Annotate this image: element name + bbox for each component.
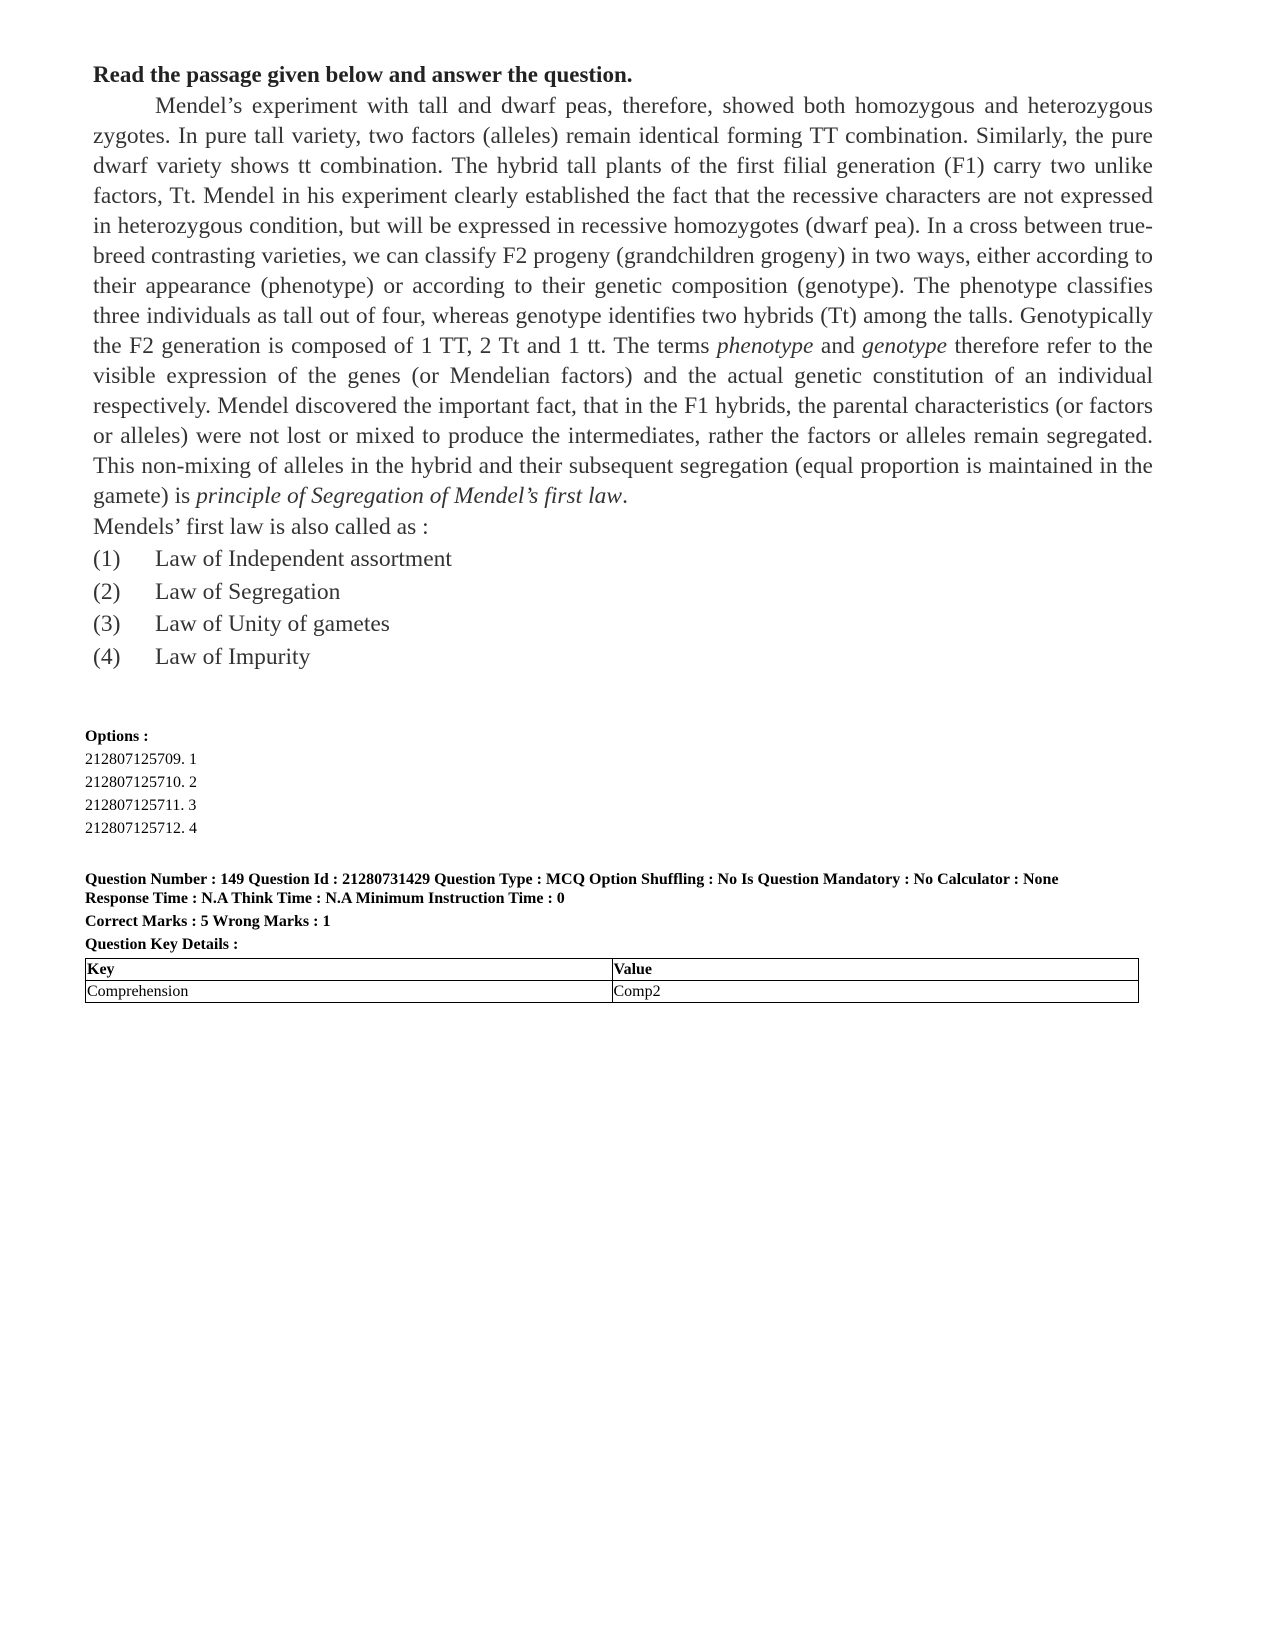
choice-text: Law of Independent assortment [155,546,452,572]
passage-text-part: therefore refer to the visible expression of the genes (or Mendelian factors) and the actual genetic constitution of an individual respectively. Mendel discovered the important fact, that in the F1 hybrids, the parental characteristics (or factors or alleles) were not lost or mixed to produce the intermediates, rather the factors or alleles remain segregated. This non-mixing of alleles in the hybrid and their subsequent segregation (equal proportion is maintained in the gamete) is [93,333,1153,509]
choice-text: Law of Unity of gametes [155,611,390,637]
options-label: Options : [85,728,149,745]
choice-number: (1) [93,546,121,572]
choice-item [93,641,1153,674]
choice-item [93,576,1153,609]
choice-number: (3) [93,611,121,637]
question-meta-line: Question Number : 149 Question Id : 21280731429 Question Type : MCQ Option Shuffling : No Is Question Mandatory : No Calculator : None [85,871,1059,888]
passage-text-part: Mendel’s experiment with tall and dwarf peas, therefore, showed both homozygous and heterozygous zygotes. In pure tall variety, two factors (alleles) remain identical forming TT combination. Similarly, the pure dwarf variety shows tt combination. The hybrid tall plants of the first filial generation (F1) carry two unlike factors, Tt. Mendel in his experiment clearly established the fact that the recessive characters are not expressed in heterozygous condition, but will be expressed in recessive homozygotes (dwarf pea). In a cross between true-breed contrasting varieties, we can classify F2 progeny (grandchildren grogeny) in two ways, either according to their appearance (phenotype) or according to their genetic composition (genotype). The phenotype classifies three individuals as tall out of four, whereas genotype identifies two hybrids (Tt) among the talls. Genotypically the F2 generation is composed of 1 TT, 2 Tt and 1 tt. The terms [93,93,1153,359]
passage-heading: Read the passage given below and answer the question. [93,62,633,87]
passage-text-part: . [622,483,628,509]
passage-body [93,91,1153,511]
choice-number: (2) [93,578,121,605]
table-header-value: Value [612,959,1139,981]
question-passage-image [93,60,1153,673]
passage-term-principle: principle of Segregation of Mendel’s first law [196,483,623,509]
table-cell-key: Comprehension [86,981,613,1003]
choice-item [93,608,1153,641]
question-stem: Mendels’ first law is also called as : [93,514,429,540]
option-id-row: 212807125712. 4 [85,820,197,837]
choice-item [93,543,1153,576]
question-marks-line: Correct Marks : 5 Wrong Marks : 1 [85,913,331,930]
option-id-row: 212807125710. 2 [85,774,197,791]
choice-text: Law of Segregation [155,578,341,605]
options-block [85,725,197,840]
question-timing-line: Response Time : N.A Think Time : N.A Minimum Instruction Time : 0 [85,890,565,907]
passage-term-genotype: genotype [862,333,948,359]
question-key-details-label: Question Key Details : [85,936,239,953]
question-key-table [85,958,1139,1003]
choice-list [93,543,1153,673]
option-id-row: 212807125709. 1 [85,751,197,768]
option-id-row: 212807125711. 3 [85,797,197,814]
table-cell-value: Comp2 [612,981,1139,1003]
passage-term-phenotype: phenotype [716,333,814,359]
passage-text-part: and [813,333,863,359]
choice-text: Law of Impurity [155,643,311,670]
choice-number: (4) [93,643,121,670]
table-row [86,981,1139,1003]
question-info [85,870,1185,954]
table-header-row [86,959,1139,981]
table-header-key: Key [86,959,613,981]
